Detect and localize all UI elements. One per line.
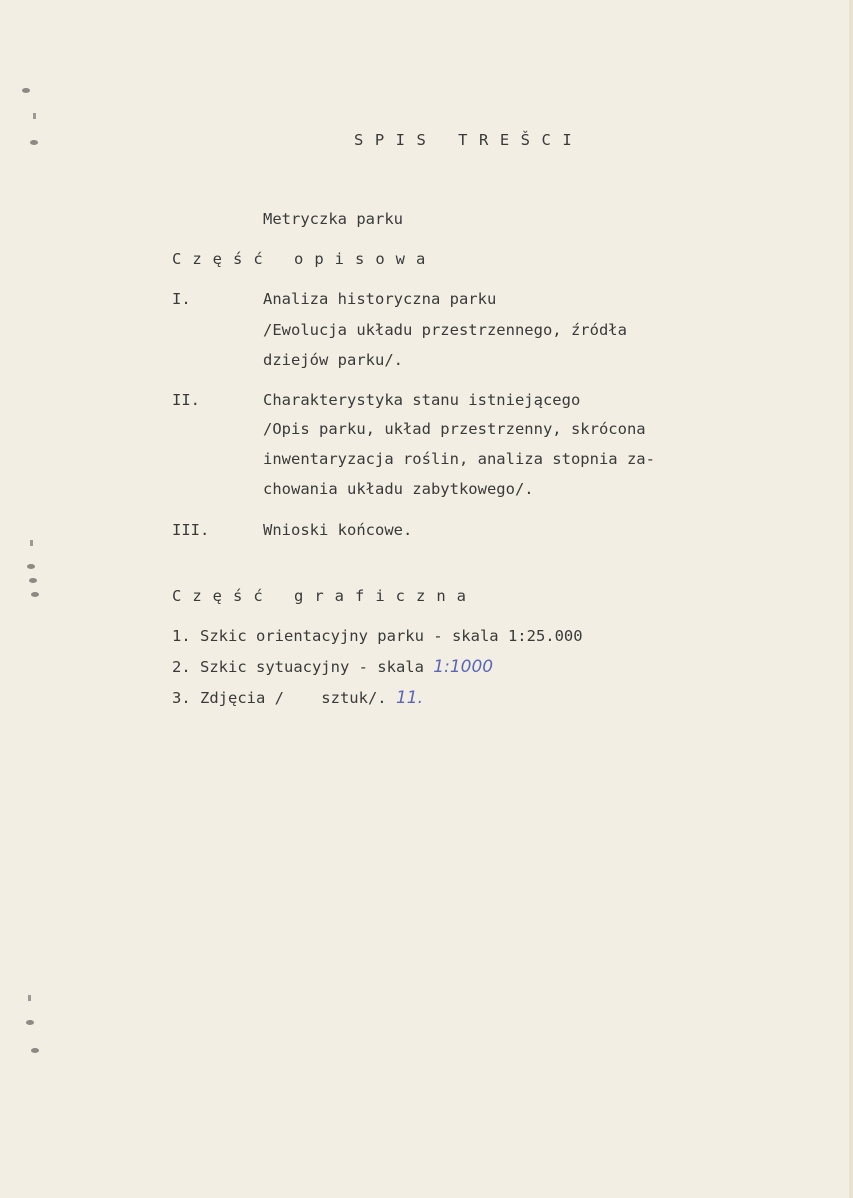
binder-hole-mark xyxy=(31,592,39,597)
binder-hole-mark xyxy=(29,578,37,583)
descriptive-part-heading: Część opisowa xyxy=(172,250,437,268)
binder-hole-mark xyxy=(31,1048,39,1053)
section-line: /Ewolucja układu przestrzennego, źródła xyxy=(263,321,627,339)
binder-hole-mark xyxy=(30,540,33,546)
graphic-item-text: 3. Zdjęcia / sztuk/. xyxy=(172,689,396,707)
graphic-item xyxy=(172,688,423,708)
handwritten-annotation: 11. xyxy=(395,688,424,708)
graphic-item-text: 2. Szkic sytuacyjny - skala xyxy=(172,658,434,676)
binder-hole-mark xyxy=(22,88,30,93)
section-line: dziejów parku/. xyxy=(263,351,403,369)
section-numeral: III. xyxy=(172,521,210,539)
graphic-item xyxy=(172,626,583,646)
graphic-part-heading: Część graficzna xyxy=(172,587,477,605)
section-line: Analiza historyczna parku xyxy=(263,290,497,308)
binder-hole-mark xyxy=(33,113,36,119)
graphic-item-text: 1. Szkic orientacyjny parku - skala 1:25.000 xyxy=(172,627,583,645)
binder-hole-mark xyxy=(27,564,35,569)
handwritten-annotation: 1:1000 xyxy=(433,657,494,677)
section-line: /Opis parku, układ przestrzenny, skrócona xyxy=(263,420,646,438)
metryczka-entry: Metryczka parku xyxy=(263,210,403,228)
binder-hole-mark xyxy=(28,995,31,1001)
section-numeral: II. xyxy=(172,391,200,409)
section-numeral: I. xyxy=(172,290,191,308)
section-line: chowania układu zabytkowego/. xyxy=(263,480,534,498)
section-line: inwentaryzacja roślin, analiza stopnia za- xyxy=(263,450,655,468)
section-line: Charakterystyka stanu istniejącego xyxy=(263,391,581,409)
binder-hole-mark xyxy=(26,1020,34,1025)
page-title: SPIS TREŠCI xyxy=(354,131,584,149)
binder-hole-mark xyxy=(30,140,38,145)
section-line: Wnioski końcowe. xyxy=(263,521,413,539)
graphic-item xyxy=(172,657,493,677)
